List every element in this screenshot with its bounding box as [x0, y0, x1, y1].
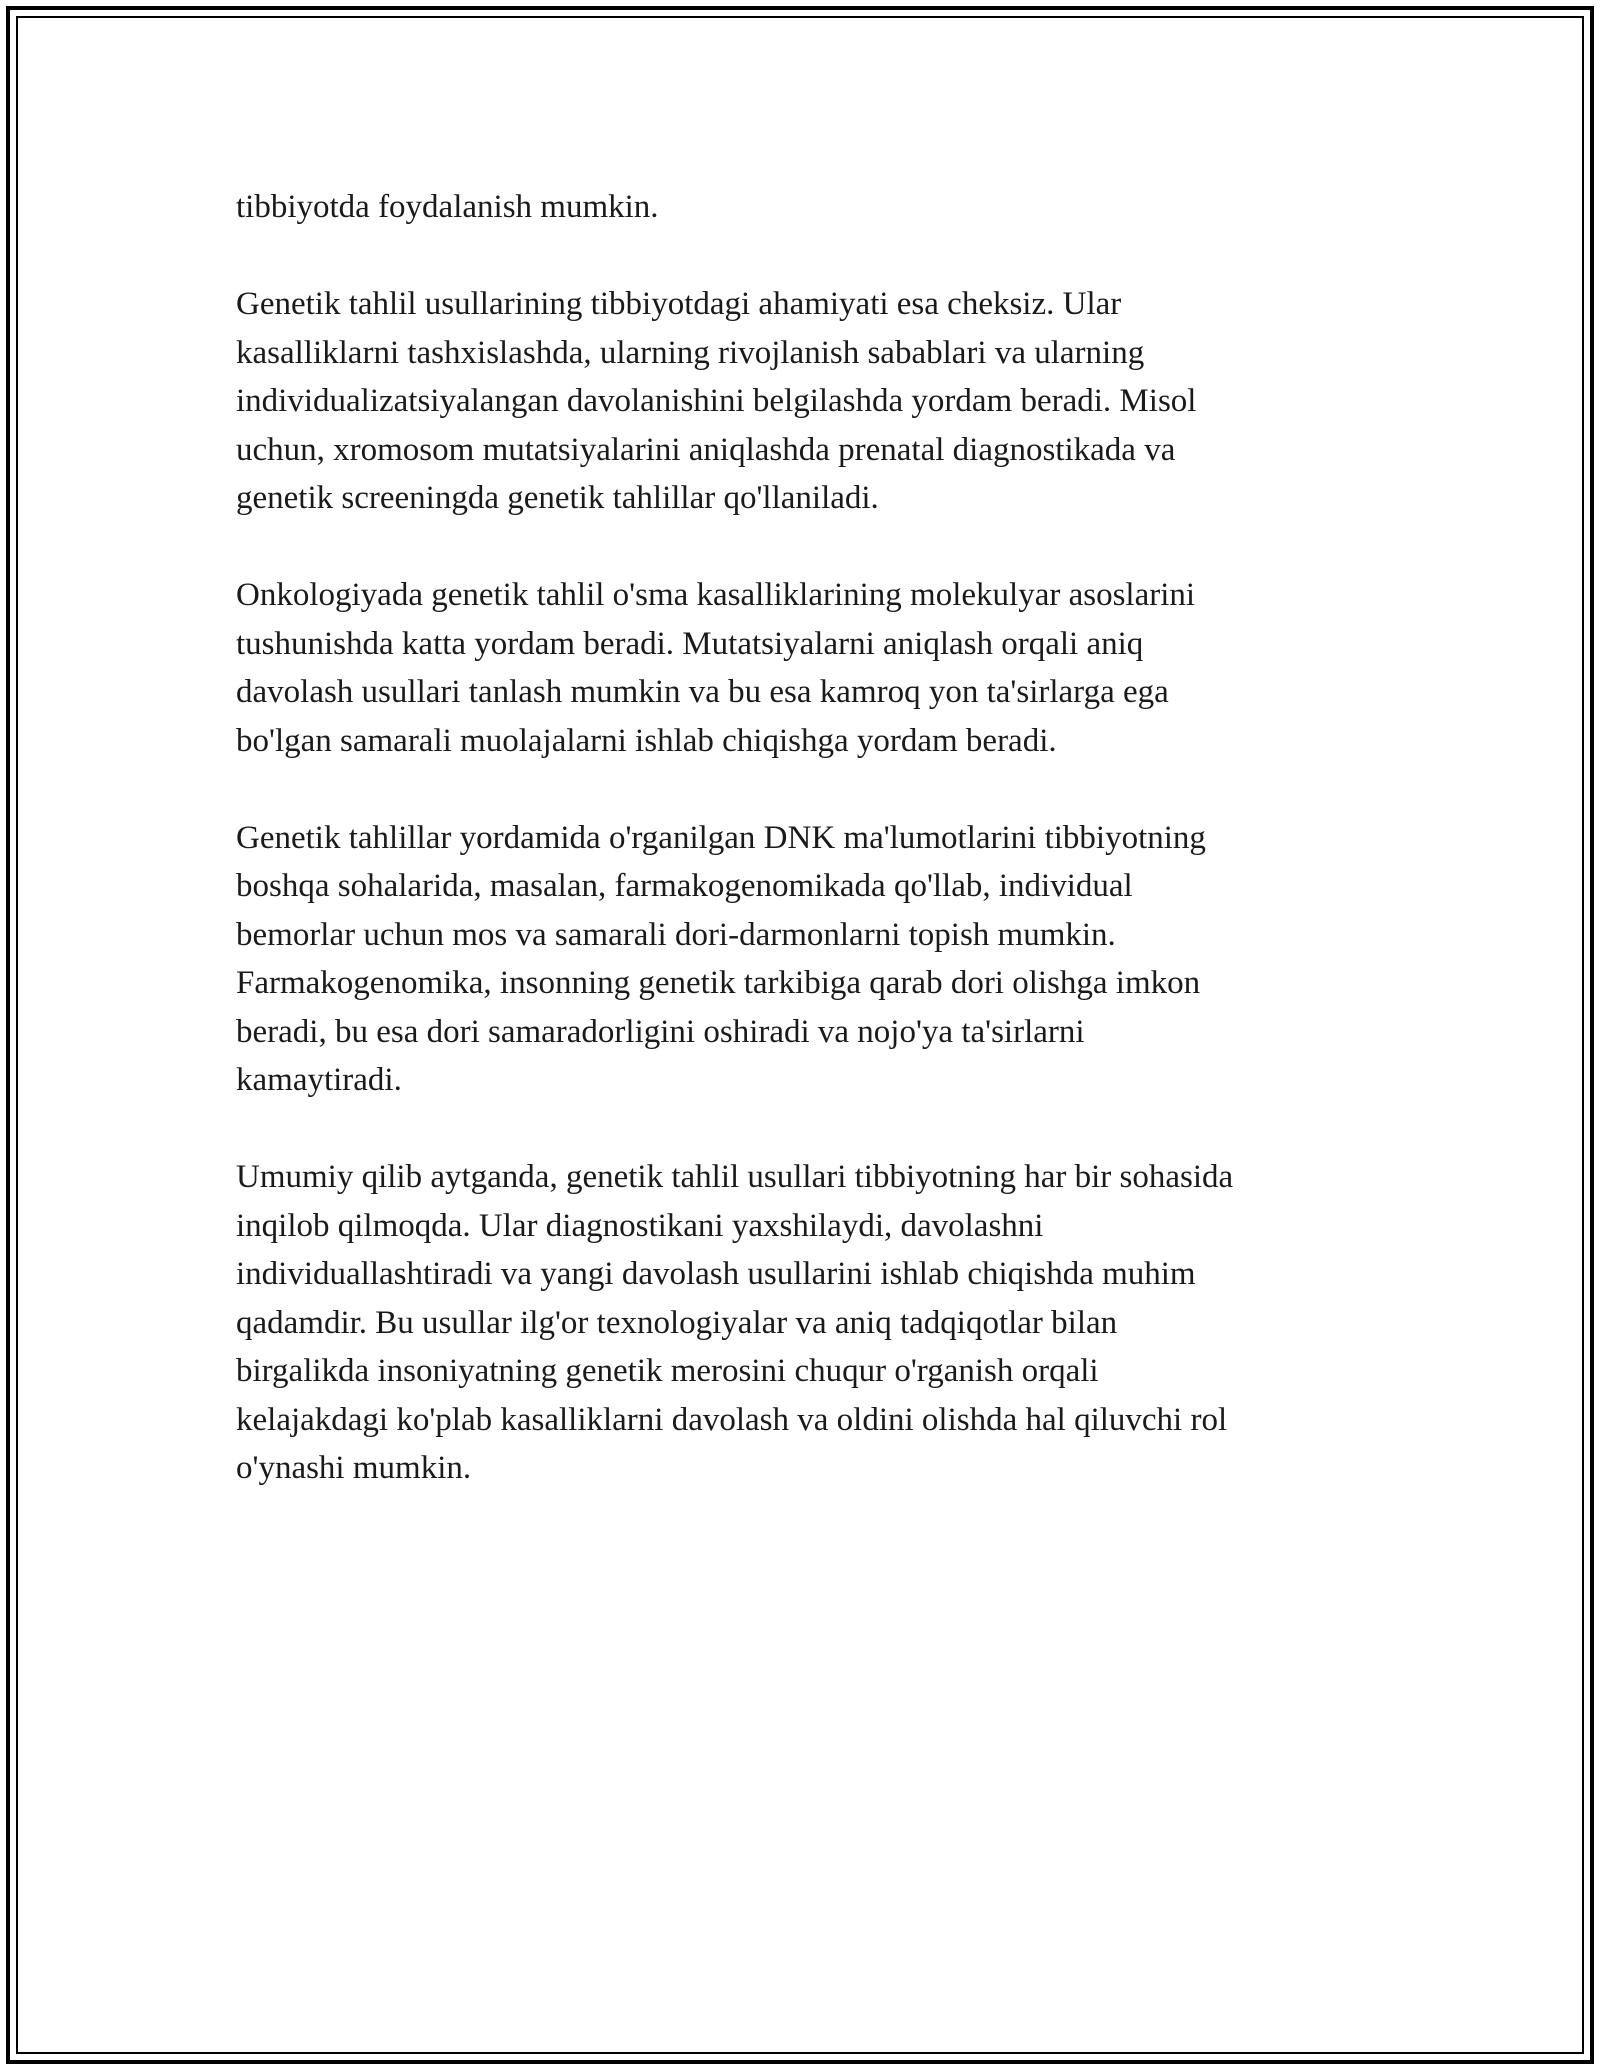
paragraph-medical-importance: Genetik tahlil usullarining tibbiyotdagi ahamiyati esa cheksiz. Ular kasalliklarni tashxislashda, ularning rivojlanish sabablari va ularning individualizatsiyalangan davolanishini belgilashda yordam beradi. Misol uchun, xromosom mutatsiyalarini aniqlashda prenatal diagnostikada va genetik screeningda genetik tahlillar qo'llaniladi.: [236, 286, 1197, 516]
document-body: [236, 183, 1376, 1541]
paragraph-continuation: tibbiyotda foydalanish mumkin.: [236, 189, 659, 225]
paragraph-pharmacogenomics: Genetik tahlillar yordamida o'rganilgan DNK ma'lumotlarini tibbiyotning boshqa sohalarida, masalan, farmakogenomikada qo'llab, individual bemorlar uchun mos va samarali dori-darmonlarni topish mumkin. Farmakogenomika, insonning genetik tarkibiga qarab dori olishga imkon beradi, bu esa dori samaradorligini oshiradi va nojo'ya ta'sirlarni kamaytiradi.: [236, 819, 1206, 1098]
paragraph-oncology: Onkologiyada genetik tahlil o'sma kasalliklarining molekulyar asoslarini tushunishda katta yordam beradi. Mutatsiyalarni aniqlash orqali aniq davolash usullari tanlash mumkin va bu esa kamroq yon ta'sirlarga ega bo'lgan samarali muolajalarni ishlab chiqishga yordam beradi.: [236, 577, 1196, 759]
paragraph-conclusion: Umumiy qilib aytganda, genetik tahlil usullari tibbiyotning har bir sohasida inqilob qilmoqda. Ular diagnostikani yaxshilaydi, davolashni individuallashtiradi va yangi davolash usullarini ishlab chiqishda muhim qadamdir. Bu usullar ilg'or texnologiyalar va aniq tadqiqotlar bilan birgalikda insoniyatning genetik merosini chuqur o'rganish orqali kelajakdagi ko'plab kasalliklarni davolash va oldini olishda hal qiluvchi rol o'ynashi mumkin.: [236, 1159, 1234, 1486]
